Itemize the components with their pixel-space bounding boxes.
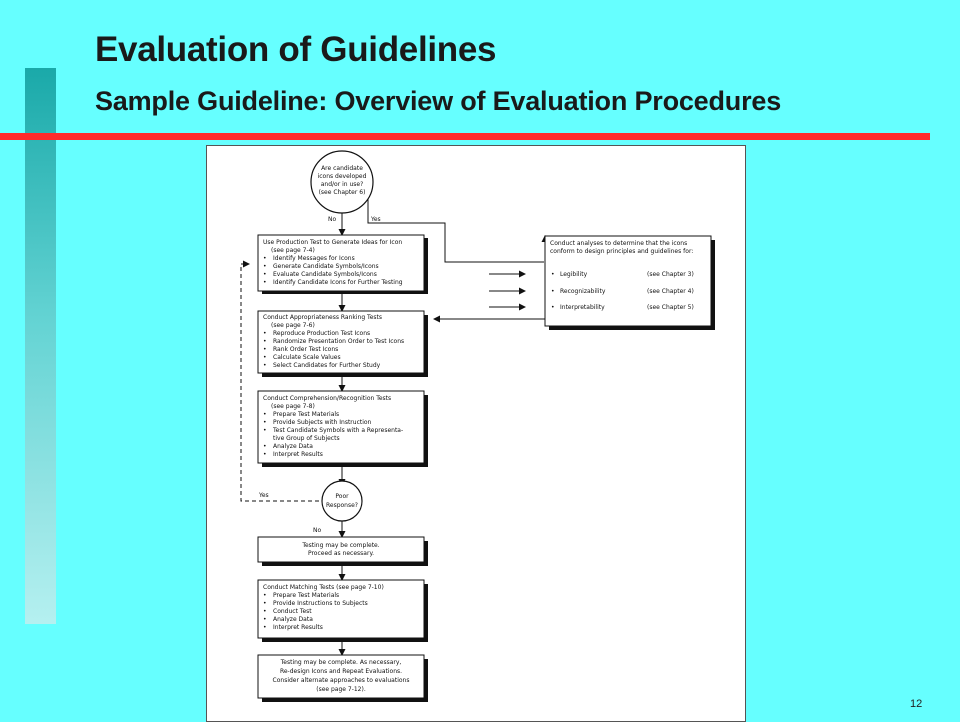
- svg-text:Reproduce Production Test Icon: Reproduce Production Test Icons: [273, 330, 371, 337]
- svg-text:Select Candidates for Further: Select Candidates for Further Study: [273, 362, 381, 369]
- svg-text:Use Production Test to Generat: Use Production Test to Generate Ideas for Icon: [263, 239, 403, 246]
- svg-text:•: •: [263, 427, 267, 434]
- decision-line: icons developed: [317, 173, 367, 180]
- svg-text:Calculate Scale Values: Calculate Scale Values: [273, 354, 341, 361]
- svg-text:Test Candidate Symbols with a: Test Candidate Symbols with a Representa-: [273, 427, 404, 434]
- svg-text:Interpretability: Interpretability: [560, 304, 605, 311]
- svg-text:(see page 7-12).: (see page 7-12).: [316, 686, 366, 693]
- svg-text:Testing may be complete.: Testing may be complete.: [302, 542, 380, 549]
- svg-text:Rank Order Test Icons: Rank Order Test Icons: [273, 346, 339, 353]
- svg-text:•: •: [263, 624, 267, 631]
- svg-text:Interpret Results: Interpret Results: [273, 451, 323, 458]
- decision-candidate-icons: [311, 151, 373, 213]
- svg-text:Re-design Icons and Repeat Eva: Re-design Icons and Repeat Evaluations.: [279, 668, 403, 675]
- box-ranking-tests: [258, 311, 428, 377]
- svg-text:•: •: [263, 451, 267, 458]
- svg-text:•: •: [551, 304, 555, 311]
- svg-text:•: •: [263, 354, 267, 361]
- decision-line: and/or in use?: [320, 181, 364, 188]
- svg-text:•: •: [263, 419, 267, 426]
- label-no: No: [328, 216, 337, 223]
- title-divider: [0, 133, 930, 140]
- svg-text:Randomize Presentation Order t: Randomize Presentation Order to Test Icons: [273, 338, 405, 345]
- page-number: 12: [910, 698, 923, 710]
- svg-text:•: •: [263, 279, 267, 286]
- svg-text:Analyze Data: Analyze Data: [273, 616, 313, 623]
- svg-text:•: •: [551, 271, 555, 278]
- box-production-test: [258, 235, 428, 294]
- label-yes: Yes: [371, 216, 381, 223]
- svg-text:Analyze Data: Analyze Data: [273, 443, 313, 450]
- svg-text:(see Chapter 5): (see Chapter 5): [647, 304, 694, 311]
- svg-text:Generate Candidate Symbols/Ico: Generate Candidate Symbols/Icons: [273, 263, 379, 270]
- box-comprehension-tests: [258, 391, 428, 467]
- svg-text:•: •: [263, 592, 267, 599]
- svg-text:Prepare Test Materials: Prepare Test Materials: [273, 592, 340, 599]
- svg-text:•: •: [263, 263, 267, 270]
- svg-text:Conduct Test: Conduct Test: [273, 608, 312, 615]
- svg-text:•: •: [263, 255, 267, 262]
- svg-text:•: •: [263, 362, 267, 369]
- box-matching-tests: [258, 580, 428, 642]
- svg-text:•: •: [263, 271, 267, 278]
- svg-text:(see page 7-4): (see page 7-4): [271, 247, 315, 254]
- svg-text:•: •: [263, 600, 267, 607]
- svg-text:Recognizability: Recognizability: [560, 288, 606, 295]
- svg-text:conform to design principles a: conform to design principles and guidelines for:: [550, 248, 694, 255]
- svg-text:Consider alternate approaches: Consider alternate approaches to evaluations: [272, 677, 410, 684]
- svg-text:Provide Subjects with Instruct: Provide Subjects with Instruction: [273, 419, 372, 426]
- svg-text:Poor: Poor: [335, 493, 349, 500]
- svg-text:Legibility: Legibility: [560, 271, 588, 278]
- svg-text:Conduct Comprehension/Recognit: Conduct Comprehension/Recognition Tests: [263, 395, 392, 402]
- slide-title: Evaluation of Guidelines: [95, 30, 497, 69]
- label-no-continue: No: [313, 527, 322, 534]
- svg-text:Evaluate Candidate Symbols/Ico: Evaluate Candidate Symbols/Icons: [273, 271, 377, 278]
- decision-line: (see Chapter 6): [318, 189, 366, 196]
- svg-text:•: •: [263, 330, 267, 337]
- svg-text:Conduct analyses to determine: Conduct analyses to determine that the icons: [550, 240, 688, 247]
- svg-text:Identify Candidate Icons for F: Identify Candidate Icons for Further Testing: [273, 279, 403, 286]
- svg-text:Proceed as necessary.: Proceed as necessary.: [307, 550, 375, 557]
- decision-poor-response: [322, 481, 362, 521]
- svg-text:(see page 7-6): (see page 7-6): [271, 322, 315, 329]
- decision-line: Are candidate: [321, 165, 363, 172]
- label-yes-loop: Yes: [259, 492, 269, 499]
- side-accent-bar: [25, 68, 56, 624]
- box-testing-complete: [258, 537, 428, 566]
- svg-text:Testing may be complete. As ne: Testing may be complete. As necessary,: [280, 659, 402, 666]
- svg-text:•: •: [263, 616, 267, 623]
- svg-text:•: •: [263, 411, 267, 418]
- svg-text:(see Chapter 4): (see Chapter 4): [647, 288, 694, 295]
- svg-text:Interpret Results: Interpret Results: [273, 624, 323, 631]
- svg-text:Provide Instructions to Subjec: Provide Instructions to Subjects: [273, 600, 368, 607]
- svg-text:(see page 7-8): (see page 7-8): [271, 403, 315, 410]
- box-testing-redesign: [258, 655, 428, 702]
- svg-text:Conduct Matching Tests (see pa: Conduct Matching Tests (see page 7-10): [263, 584, 384, 591]
- flowchart-figure: [206, 145, 746, 722]
- svg-text:•: •: [263, 608, 267, 615]
- svg-text:Conduct Appropriateness Rankin: Conduct Appropriateness Ranking Tests: [263, 314, 382, 321]
- svg-text:•: •: [551, 288, 555, 295]
- box-design-analysis: [545, 236, 715, 330]
- svg-text:•: •: [263, 338, 267, 345]
- svg-text:•: •: [263, 346, 267, 353]
- svg-text:Identify Messages for Icons: Identify Messages for Icons: [273, 255, 355, 262]
- svg-text:Response?: Response?: [325, 502, 359, 509]
- svg-text:tive Group of Subjects: tive Group of Subjects: [273, 435, 340, 442]
- slide-subtitle: Sample Guideline: Overview of Evaluation Procedures: [95, 86, 782, 116]
- svg-text:(see Chapter 3): (see Chapter 3): [647, 271, 694, 278]
- svg-text:Prepare Test Materials: Prepare Test Materials: [273, 411, 340, 418]
- svg-text:•: •: [263, 443, 267, 450]
